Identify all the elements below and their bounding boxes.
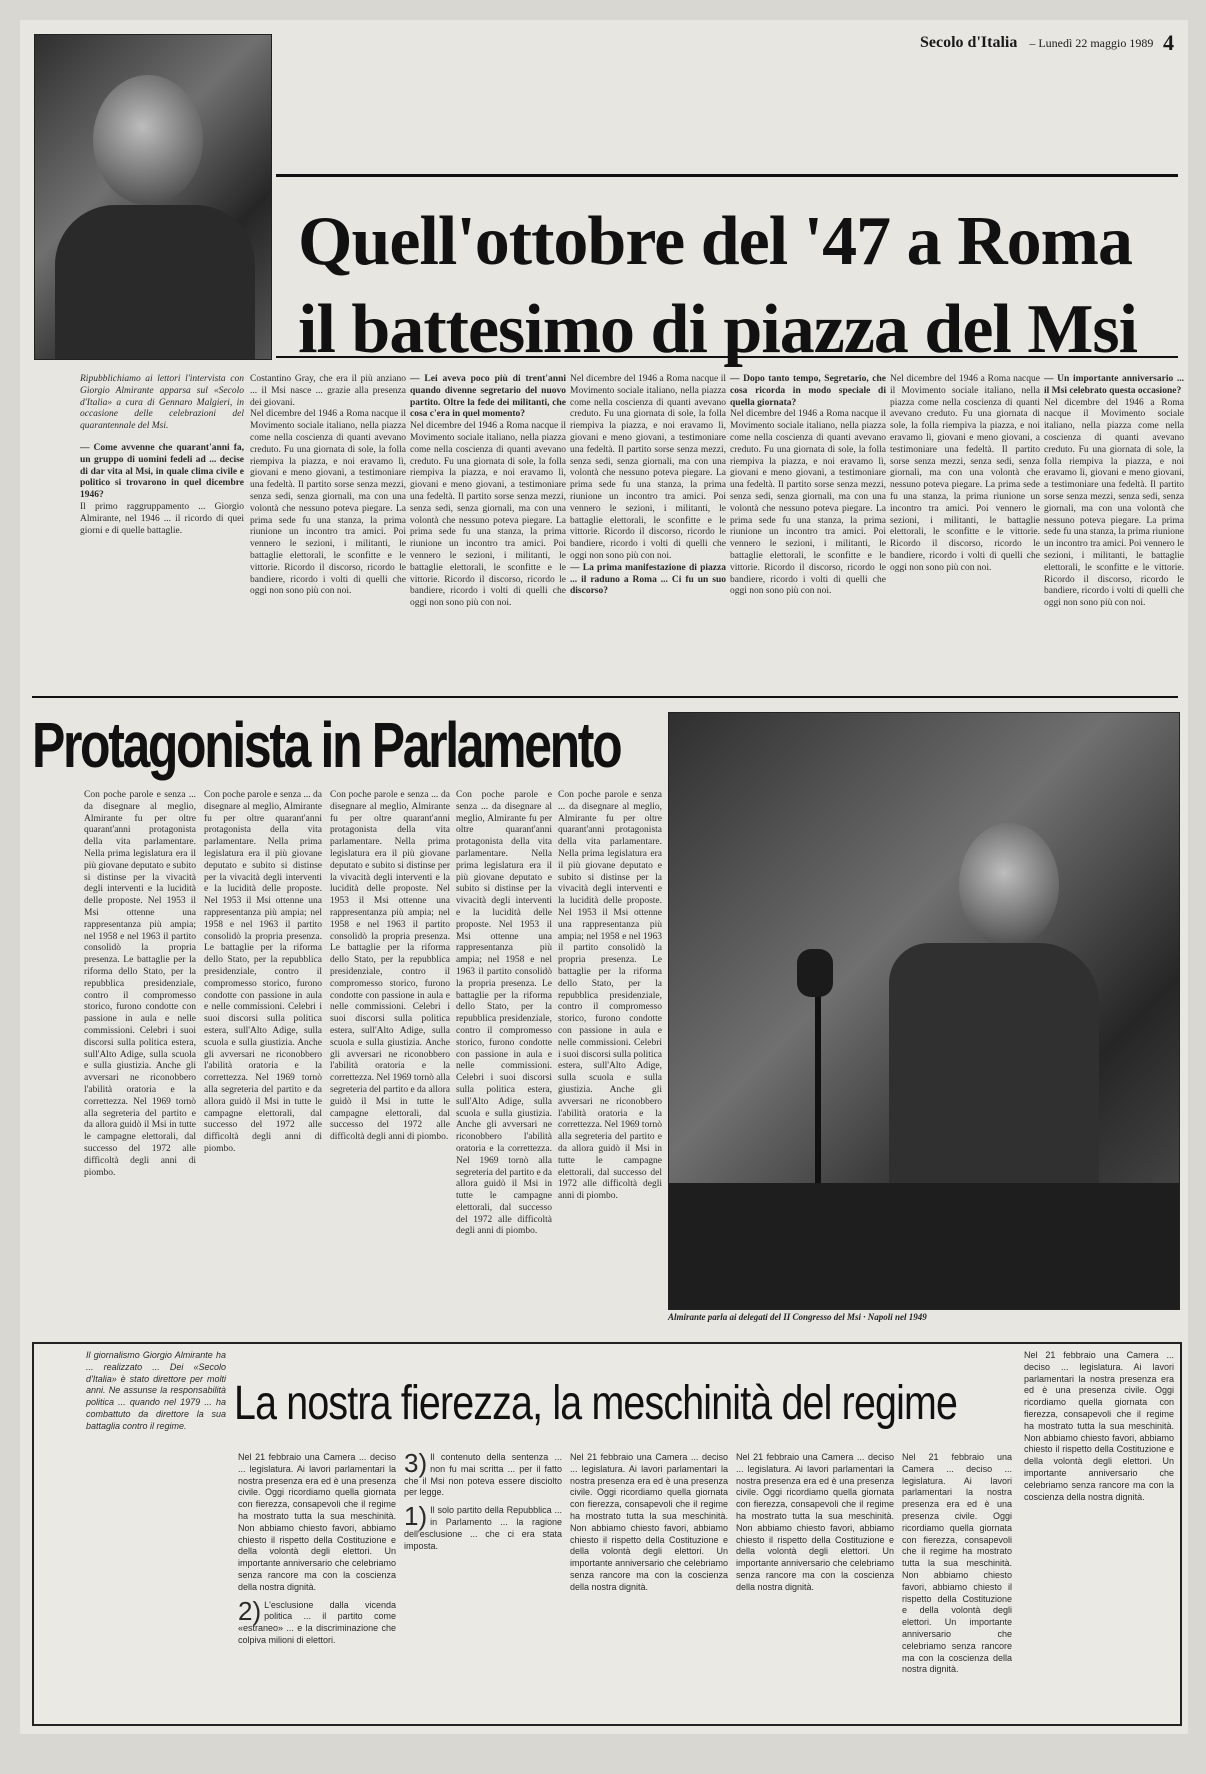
headline-2: Protagonista in Parlamento bbox=[32, 709, 621, 781]
item-number-3: 3) bbox=[404, 1452, 428, 1478]
article3-item-3: Il contenuto della sentenza ... non fu mai scritta ... per il fatto che il Msi non poteva essere disciolto per legge. bbox=[404, 1452, 562, 1498]
article3-col-2 bbox=[234, 1452, 400, 1716]
headline-1-line-1: Quell'ottobre del '47 a Roma bbox=[298, 203, 1132, 280]
article1-col-1 bbox=[76, 374, 248, 624]
article1-col-7 bbox=[1040, 374, 1188, 624]
article1-question-5: — Un importante anniversario ... il Msi celebrato questa occasione? bbox=[1044, 374, 1184, 396]
issue-date: – Lunedì 22 maggio 1989 bbox=[1029, 36, 1154, 50]
portrait-shoulders bbox=[55, 205, 255, 359]
article2-col-3 bbox=[326, 790, 454, 1310]
article1-question-1: — Come avvenne che quarant'anni fa, un gruppo di uomini fedeli ad ... decise di dar vita al Msi, in quale clima civile e politico si trovarono in quel dicembre 1946? bbox=[80, 442, 244, 501]
item-number-1: 1) bbox=[404, 1501, 428, 1532]
article3-body-7: Nel 21 febbraio una Camera ... deciso ... legislatura. Ai lavori parlamentari la nostra presenza era ed è una presenza civile. Oggi ricordiamo quella giornata con fierezza, consapevoli che il regime ha mostrato tutta la sua meschinità. Non abbiamo chiesto favori, abbiamo chiesto il rispetto della Costituzione e della volontà degli elettori. Un importante anniversario che celebriamo senza rancore ma con la coscienza della nostra dignità. bbox=[1024, 1350, 1174, 1502]
article2-body-5: Con poche parole e senza ... da disegnare al meglio, Almirante fu per oltre quarant'anni protagonista della vita parlamentare. Nella prima legislatura era il più giovane deputato e subito si distinse per la vivacità degli interventi e la lucidità delle proposte. Nel 1953 il Msi ottenne una rappresentanza più ampia; nel 1958 e nel 1963 il partito consolidò la propria presenza. Le battaglie per la riforma dello Stato, per la repubblica presidenziale, contro il compromesso storico, furono condotte con passione in aula e nelle commissioni. Celebri i suoi discorsi sulla politica estera, sull'Alto Adige, sulla scuola e sulla giustizia. Anche gli avversari ne riconobbero l'abilità oratoria e la correttezza. Nel 1969 tornò alla segreteria del partito e da allora guidò il Msi in tutte le campagne elettorali, dal successo del 1972 alle difficoltà degli anni di piombo. bbox=[558, 790, 662, 1202]
article3-col-6 bbox=[898, 1452, 1016, 1716]
article3-body-2: Nel 21 febbraio una Camera ... deciso ... legislatura. Ai lavori parlamentari la nostra presenza era ed è una presenza civile. Oggi ricordiamo quella giornata con fierezza, consapevoli che il regime ha mostrato tutta la sua meschinità. Non abbiamo chiesto favori, abbiamo chiesto il rispetto della Costituzione e della volontà degli elettori. Un importante anniversario che celebriamo senza rancore ma con la coscienza della nostra dignità. bbox=[238, 1452, 396, 1592]
article1-col-3 bbox=[406, 374, 570, 624]
congress-speech-photo bbox=[668, 712, 1180, 1310]
article3-lead-col bbox=[82, 1350, 230, 1716]
article3-body-5: Nel 21 febbraio una Camera ... deciso ... legislatura. Ai lavori parlamentari la nostra presenza era ed è una presenza civile. Oggi ricordiamo quella giornata con fierezza, consapevoli che il regime ha mostrato tutta la sua meschinità. Non abbiamo chiesto favori, abbiamo chiesto il rispetto della Costituzione e della volontà degli elettori. Un importante anniversario che celebriamo senza rancore ma con la coscienza della nostra dignità. bbox=[736, 1452, 894, 1592]
article2-body-4: Con poche parole e senza ... da disegnare al meglio, Almirante fu per oltre quarant'anni protagonista della vita parlamentare. Nella prima legislatura era il più giovane deputato e subito si distinse per la vivacità degli interventi e la lucidità delle proposte. Nel 1953 il Msi ottenne una rappresentanza più ampia; nel 1958 e nel 1963 il partito consolidò la propria presenza. Le battaglie per la riforma dello Stato, per la repubblica presidenziale, contro il compromesso storico, furono condotte con passione in aula e nelle commissioni. Celebri i suoi discorsi sulla politica estera, sull'Alto Adige, sulla scuola e sulla giustizia. Anche gli avversari ne riconobbero l'abilità oratoria e la correttezza. Nel 1969 tornò alla segreteria del partito e da allora guidò il Msi in tutte le campagne elettorali, dal successo del 1972 alle difficoltà degli anni di piombo. bbox=[456, 790, 553, 1237]
article3-lead: Il giornalismo Giorgio Almirante ha ... realizzato ... Dei «Secolo d'Italia» è stato direttore per molti anni. Ne assunse la responsabilità politica ... quando nel 1979 ... ha combattuto da direttore la sua battaglia contro il regime. bbox=[86, 1350, 226, 1431]
newspaper-name: Secolo d'Italia bbox=[920, 34, 1018, 51]
newspaper-page bbox=[20, 20, 1188, 1734]
article3-col-4 bbox=[566, 1452, 732, 1716]
photo-caption: Almirante parla ai delegati del II Congresso del Msi · Napoli nel 1949 bbox=[668, 1312, 927, 1322]
article1-answer-1: Il primo raggruppamento ... Giorgio Almirante, nel 1946 ... il ricordo di quei giorni e di quelle battaglie. bbox=[80, 501, 244, 536]
article1-lead: Ripubblichiamo ai lettori l'intervista con Giorgio Almirante apparsa sul «Secolo d'Italia» a cura di Gennaro Malgieri, in occasione delle celebrazioni del quarantennale del Msi. bbox=[80, 374, 244, 432]
article3-item-1: Il solo partito della Repubblica ... in Parlamento ... la ragione dell'esclusione ... che ci era stata imposta. bbox=[404, 1505, 562, 1551]
article2-body-1: Con poche parole e senza ... da disegnare al meglio, Almirante fu per oltre quarant'anni protagonista della vita parlamentare. Nella prima legislatura era il più giovane deputato e subito si distinse per la vivacità degli interventi e la lucidità delle proposte. Nel 1953 il Msi ottenne una rappresentanza più ampia; nel 1958 e nel 1963 il partito consolidò la propria presenza. Le battaglie per la riforma dello Stato, per la repubblica presidenziale, contro il compromesso storico, furono condotte con passione in aula e nelle commissioni. Celebri i suoi discorsi sulla politica estera, sull'Alto Adige, sulla scuola e sulla giustizia. Anche gli avversari ne riconobbero l'abilità oratoria e la correttezza. Nel 1969 tornò alla segreteria del partito e da allora guidò il Msi in tutte le campagne elettorali, dal successo del 1972 alle difficoltà degli anni di piombo. bbox=[84, 790, 196, 1178]
top-rule bbox=[276, 174, 1178, 177]
article2-col-5 bbox=[554, 790, 666, 1310]
article1-body-3: Nel dicembre del 1946 a Roma nacque il Movimento sociale italiano, nella piazza come nella coscienza di quanti avevano creduto. Fu una giornata di sole, la folla riempiva la piazza, e noi eravamo lì, giovani e meno giovani, a testimoniare una fedeltà. Il partito sorse senza mezzi, senza sedi, senza giornali, ma con una volontà che nessuno poteva piegare. La prima sede fu una stanza, la prima riunione un incontro tra amici. Poi vennero le sezioni, i militanti, le battaglie elettorali, le sconfitte e le vittorie. Ricordo il discorso, ricordo le bandiere, ricordo i volti di quelli che oggi non sono più con noi. bbox=[410, 421, 566, 609]
article1-question-4: — Dopo tanto tempo, Segretario, che cosa ricorda in modo speciale di quella giornata? bbox=[730, 374, 886, 408]
article1-body-7: Nel dicembre del 1946 a Roma nacque il Movimento sociale italiano, nella piazza come nella coscienza di quanti avevano creduto. Fu una giornata di sole, la folla riempiva la piazza, e noi eravamo lì, giovani e meno giovani, a testimoniare una fedeltà. Il partito sorse senza mezzi, senza sedi, senza giornali, ma con una volontà che nessuno poteva piegare. La prima sede fu una stanza, la prima riunione un incontro tra amici. Poi vennero le sezioni, i militanti, le battaglie elettorali, le sconfitte e le vittorie. Ricordo il discorso, ricordo le bandiere, ricordo i volti di quelli che oggi non sono più con noi. bbox=[1044, 397, 1184, 609]
article3-col-3 bbox=[400, 1452, 566, 1716]
article1-col-4 bbox=[566, 374, 730, 624]
speaker-body bbox=[889, 943, 1099, 1203]
microphone-head bbox=[797, 949, 833, 997]
headline-3: La nostra fierezza, la meschinità del regime bbox=[234, 1377, 958, 1430]
article2-col-1 bbox=[80, 790, 200, 1310]
speaker-face bbox=[959, 823, 1059, 947]
section-divider bbox=[32, 696, 1178, 698]
article1-answer-2: Costantino Gray, che era il più anziano ... il Msi nasce ... grazie alla presenza dei giovani. bbox=[250, 374, 406, 408]
article1-body-6: Nel dicembre del 1946 a Roma nacque il Movimento sociale italiano, nella piazza come nella coscienza di quanti avevano creduto. Fu una giornata di sole, la folla riempiva la piazza, e noi eravamo lì, giovani e meno giovani, a testimoniare una fedeltà. Il partito sorse senza mezzi, senza sedi, senza giornali, ma con una volontà che nessuno poteva piegare. La prima sede fu una stanza, la prima riunione un incontro tra amici. Poi vennero le sezioni, i militanti, le battaglie elettorali, le sconfitte e le vittorie. Ricordo il discorso, ricordo le bandiere, ricordo i volti di quelli che oggi non sono più con noi. bbox=[890, 374, 1040, 573]
article1-body-2: Nel dicembre del 1946 a Roma nacque il Movimento sociale italiano, nella piazza come nella coscienza di quanti avevano creduto. Fu una giornata di sole, la folla riempiva la piazza, e noi eravamo lì, giovani e meno giovani, a testimoniare una fedeltà. Il partito sorse senza mezzi, senza sedi, senza giornali, ma con una volontà che nessuno poteva piegare. La prima sede fu una stanza, la prima riunione un incontro tra amici. Poi vennero le sezioni, i militanti, le battaglie elettorali, le sconfitte e le vittorie. Ricordo il discorso, ricordo le bandiere, ricordo i volti di quelli che oggi non sono più con noi. bbox=[250, 409, 406, 597]
article1-question-3: — La prima manifestazione di piazza ... il raduno a Roma ... Ci fu un suo discorso? bbox=[570, 562, 726, 597]
article2-col-4 bbox=[452, 790, 556, 1310]
article3-col-5 bbox=[732, 1452, 898, 1716]
portrait-face bbox=[93, 75, 203, 205]
article1-question-2: — Lei aveva poco più di trent'anni quando divenne segretario del nuovo partito. Oltre la fede dei militanti, che cosa c'era in quel momento? bbox=[410, 374, 566, 420]
article2-body-2: Con poche parole e senza ... da disegnare al meglio, Almirante fu per oltre quarant'anni protagonista della vita parlamentare. Nella prima legislatura era il più giovane deputato e subito si distinse per la vivacità degli interventi e la lucidità delle proposte. Nel 1953 il Msi ottenne una rappresentanza più ampia; nel 1958 e nel 1963 il partito consolidò la propria presenza. Le battaglie per la riforma dello Stato, per la repubblica presidenziale, contro il compromesso storico, furono condotte con passione in aula e nelle commissioni. Celebri i suoi discorsi sulla politica estera, sull'Alto Adige, sulla scuola e sulla giustizia. Anche gli avversari ne riconobbero l'abilità oratoria e la correttezza. Nel 1969 tornò alla segreteria del partito e da allora guidò il Msi in tutte le campagne elettorali, dal successo del 1972 alle difficoltà degli anni di piombo. bbox=[204, 790, 322, 1154]
article3-body-6: Nel 21 febbraio una Camera ... deciso ... legislatura. Ai lavori parlamentari la nostra presenza era ed è una presenza civile. Oggi ricordiamo quella giornata con fierezza, consapevoli che il regime ha mostrato tutta la sua meschinità. Non abbiamo chiesto favori, abbiamo chiesto il rispetto della Costituzione e della volontà degli elettori. Un importante anniversario che celebriamo senza rancore ma con la coscienza della nostra dignità. bbox=[902, 1452, 1012, 1675]
almirante-portrait-photo bbox=[34, 34, 272, 360]
article1-col-6 bbox=[886, 374, 1044, 624]
article3-item-2: L'esclusione dalla vicenda politica ... il partito come «estraneo» ... e la discriminazione che colpiva milioni di elettori. bbox=[238, 1599, 396, 1645]
article1-body-4: Nel dicembre del 1946 a Roma nacque il Movimento sociale italiano, nella piazza come nella coscienza di quanti avevano creduto. Fu una giornata di sole, la folla riempiva la piazza, e noi eravamo lì, giovani e meno giovani, a testimoniare una fedeltà. Il partito sorse senza mezzi, senza sedi, senza giornali, ma con una volontà che nessuno poteva piegare. La prima sede fu una stanza, la prima riunione un incontro tra amici. Poi vennero le sezioni, i militanti, le battaglie elettorali, le sconfitte e le vittorie. Ricordo il discorso, ricordo le bandiere, ricordo i volti di quelli che oggi non sono più con noi. bbox=[570, 374, 726, 561]
article3-col-7 bbox=[1020, 1350, 1178, 1716]
headline-1-line-2: il battesimo di piazza del Msi bbox=[298, 291, 1138, 368]
article1-body-5: Nel dicembre del 1946 a Roma nacque il Movimento sociale italiano, nella piazza come nella coscienza di quanti avevano creduto. Fu una giornata di sole, la folla riempiva la piazza, e noi eravamo lì, giovani e meno giovani, a testimoniare una fedeltà. Il partito sorse senza mezzi, senza sedi, senza giornali, ma con una volontà che nessuno poteva piegare. La prima sede fu una stanza, la prima riunione un incontro tra amici. Poi vennero le sezioni, i militanti, le battaglie elettorali, le sconfitte e le vittorie. Ricordo il discorso, ricordo le bandiere, ricordo i volti di quelli che oggi non sono più con noi. bbox=[730, 409, 886, 597]
article1-col-5 bbox=[726, 374, 890, 624]
article2-body-3: Con poche parole e senza ... da disegnare al meglio, Almirante fu per oltre quarant'anni protagonista della vita parlamentare. Nella prima legislatura era il più giovane deputato e subito si distinse per la vivacità degli interventi e la lucidità delle proposte. Nel 1953 il Msi ottenne una rappresentanza più ampia; nel 1958 e nel 1963 il partito consolidò la propria presenza. Le battaglie per la riforma dello Stato, per la repubblica presidenziale, contro il compromesso storico, furono condotte con passione in aula e nelle commissioni. Celebri i suoi discorsi sulla politica estera, sull'Alto Adige, sulla scuola e sulla giustizia. Anche gli avversari ne riconobbero l'abilità oratoria e la correttezza. Nel 1969 tornò alla segreteria del partito e da allora guidò il Msi in tutte le campagne elettorali, dal successo del 1972 alle difficoltà degli anni di piombo. bbox=[330, 790, 451, 1143]
masthead bbox=[920, 30, 1180, 62]
page-number: 4 bbox=[1163, 30, 1174, 55]
article2-col-2 bbox=[200, 790, 326, 1310]
article1-col-2 bbox=[246, 374, 410, 624]
headline-1 bbox=[298, 198, 1178, 374]
article3-body-4: Nel 21 febbraio una Camera ... deciso ... legislatura. Ai lavori parlamentari la nostra presenza era ed è una presenza civile. Oggi ricordiamo quella giornata con fierezza, consapevoli che il regime ha mostrato tutta la sua meschinità. Non abbiamo chiesto favori, abbiamo chiesto il rispetto della Costituzione e della volontà degli elettori. Un importante anniversario che celebriamo senza rancore ma con la coscienza della nostra dignità. bbox=[570, 1452, 728, 1592]
item-number-2: 2) bbox=[238, 1595, 262, 1626]
speaker-table bbox=[669, 1183, 1179, 1309]
